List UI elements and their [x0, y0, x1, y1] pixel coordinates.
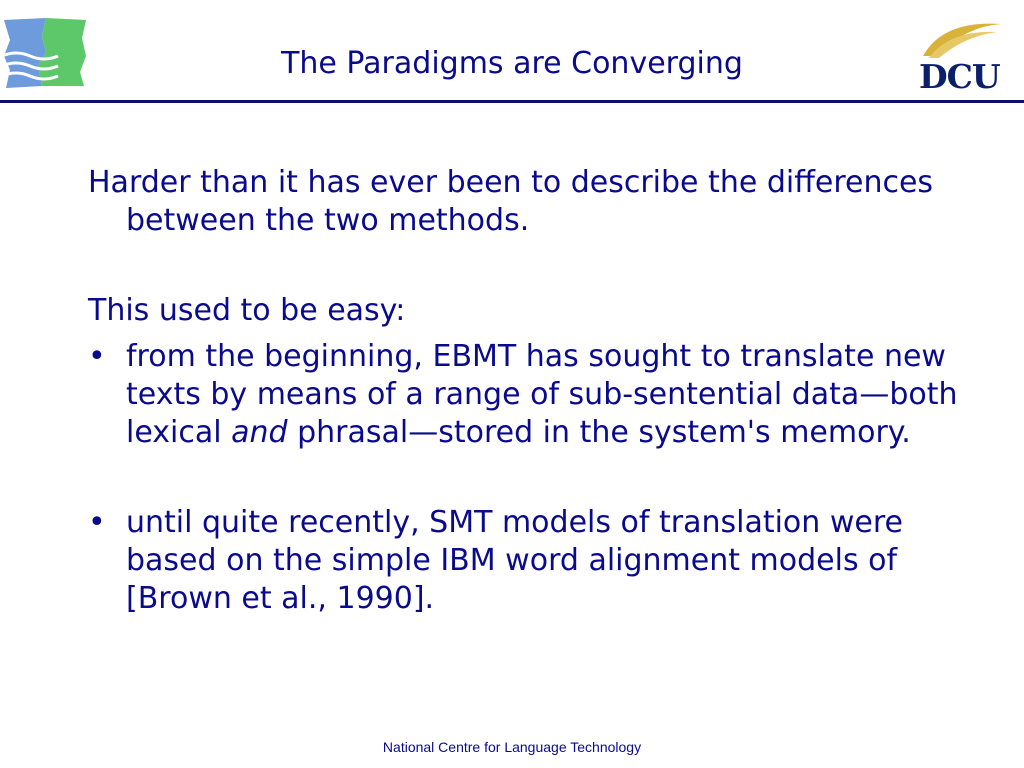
slide-body: [88, 164, 958, 618]
bullet-text-part: from the beginning, EBMT has sought to translate new texts by means of a range of sub-sentential data—both lexical: [126, 339, 958, 450]
bullet-text-part: phrasal—stored in the system's memory.: [287, 415, 911, 450]
logo-text: DCU: [919, 57, 1000, 96]
bullet-text: until quite recently, SMT models of translation were based on the simple IBM word alignment models of [Brown et al., 1990].: [126, 505, 903, 616]
bullet-emphasis: and: [231, 415, 288, 450]
slide-footer: National Centre for Language Technology: [382, 739, 642, 755]
bullet-marker: •: [88, 505, 106, 540]
intro-paragraph: Harder than it has ever been to describe the differences between the two methods.: [88, 165, 934, 238]
lead-in-paragraph: This used to be easy:: [88, 293, 406, 328]
bullet-marker: •: [88, 339, 106, 374]
title-divider: [0, 100, 1024, 103]
slide-title: The Paradigms are Converging: [281, 46, 743, 81]
bullet-item: [88, 338, 958, 452]
bullet-item: [88, 504, 958, 618]
